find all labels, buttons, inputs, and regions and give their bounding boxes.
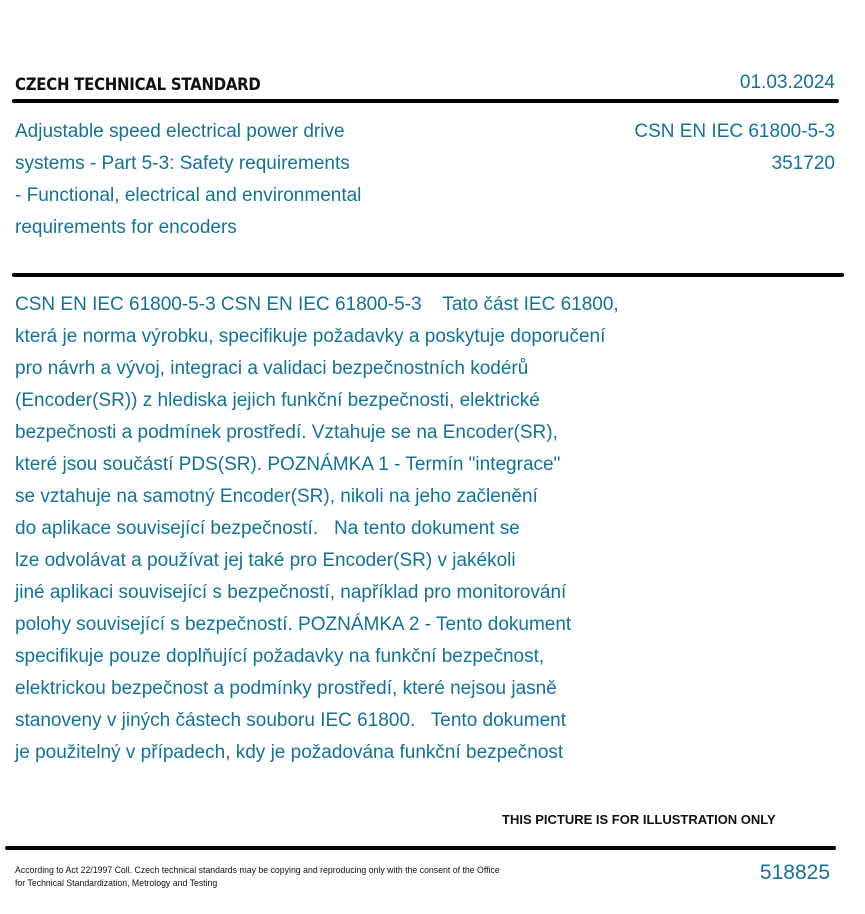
- footer-divider: [5, 846, 836, 850]
- catalog-number: 351720: [771, 153, 835, 174]
- abstract-line: pro návrh a vývoj, integraci a validaci bezpečnostních kodérů: [15, 358, 529, 379]
- abstract-line: polohy související s bezpečností. POZNÁMKA 2 - Tento dokument: [15, 614, 572, 635]
- legal-line: for Technical Standardization, Metrology and Testing: [15, 878, 218, 889]
- standard-title: [15, 116, 361, 244]
- title-line: Adjustable speed electrical power drive: [15, 121, 345, 142]
- abstract-line: (Encoder(SR)) z hlediska jejich funkční bezpečnosti, elektrické: [15, 390, 540, 411]
- title-line: systems - Part 5-3: Safety requirements: [15, 153, 350, 174]
- document-number: 518825: [759, 861, 830, 884]
- abstract-text: [15, 289, 619, 769]
- abstract-line: bezpečnosti a podmínek prostředí. Vztahuje se na Encoder(SR),: [15, 422, 558, 443]
- illustration-note: THIS PICTURE IS FOR ILLUSTRATION ONLY: [502, 812, 776, 827]
- abstract-line: elektrickou bezpečnost a podmínky prostředí, které nejsou jasně: [15, 678, 557, 699]
- abstract-line: lze odvolávat a používat jej také pro Encoder(SR) v jakékoli: [15, 550, 516, 571]
- abstract-line: jiné aplikaci související s bezpečností, například pro monitorování: [15, 582, 567, 603]
- title-line: requirements for encoders: [15, 217, 237, 238]
- abstract-line: CSN EN IEC 61800-5-3 CSN EN IEC 61800-5-3 Tato část IEC 61800,: [15, 294, 619, 315]
- standard-identifiers: [634, 116, 835, 180]
- abstract-line: je použitelný v případech, kdy je požadována funkční bezpečnost: [15, 742, 564, 763]
- abstract-line: stanoveny v jiných částech souboru IEC 61800. Tento dokument: [15, 710, 566, 731]
- abstract-line: která je norma výrobku, specifikuje požadavky a poskytuje doporučení: [15, 326, 606, 347]
- abstract-line: které jsou součástí PDS(SR). POZNÁMKA 1 - Termín "integrace": [15, 454, 561, 475]
- title-line: - Functional, electrical and environmental: [15, 185, 362, 206]
- standard-code: CSN EN IEC 61800-5-3: [634, 121, 835, 142]
- abstract-line: do aplikace související bezpečností. Na tento dokument se: [15, 518, 520, 539]
- abstract-line: se vztahuje na samotný Encoder(SR), nikoli na jeho začlenění: [15, 486, 538, 507]
- legal-notice: [15, 864, 500, 890]
- title-divider: [12, 273, 844, 277]
- abstract-line: specifikuje pouze doplňující požadavky na funkční bezpečnost,: [15, 646, 545, 667]
- legal-line: According to Act 22/1997 Coll. Czech technical standards may be copying and reproducing only with the consent of the Office: [15, 865, 500, 876]
- header-divider: [12, 99, 839, 103]
- publication-date: 01.03.2024: [739, 72, 835, 93]
- document-type-label: CZECH TECHNICAL STANDARD: [15, 75, 261, 95]
